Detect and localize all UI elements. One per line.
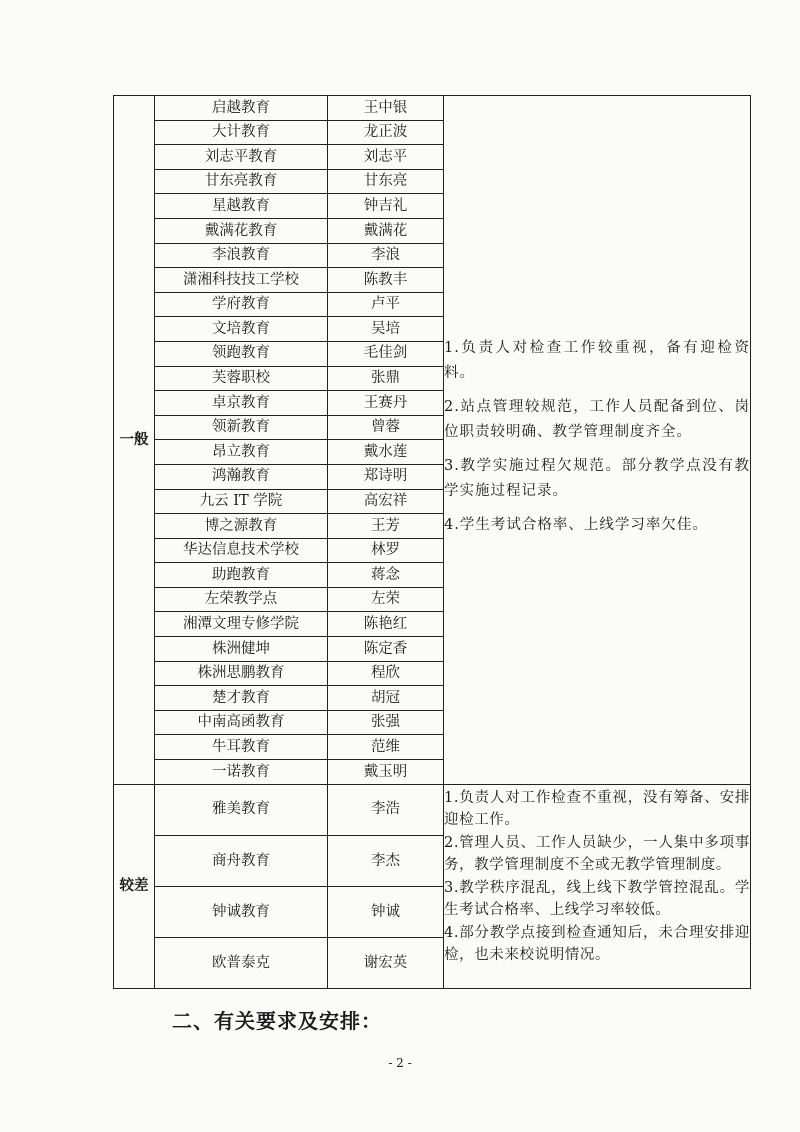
org-name-cell: 卓京教育	[155, 391, 328, 416]
org-name-cell: 商舟教育	[155, 835, 328, 886]
person-cell: 陈教丰	[328, 268, 444, 293]
table-row	[114, 96, 751, 121]
org-name-cell: 戴满花教育	[155, 218, 328, 243]
person-cell: 戴满花	[328, 218, 444, 243]
person-cell: 甘东亮	[328, 169, 444, 194]
org-name-cell: 启越教育	[155, 96, 328, 121]
org-name-cell: 星越教育	[155, 194, 328, 219]
org-name-cell: 欧普泰克	[155, 938, 328, 989]
note-item: 1.负责人对工作检查不重视，没有筹备、安排迎检工作。	[444, 789, 750, 829]
org-name-cell: 学府教育	[155, 292, 328, 317]
person-cell: 郑诗明	[328, 464, 444, 489]
org-name-cell: 湘潭文理专修学院	[155, 612, 328, 637]
notes-poor	[444, 784, 751, 989]
person-cell: 程欣	[328, 661, 444, 686]
org-name-cell: 牛耳教育	[155, 735, 328, 760]
note-item: 3.教学秩序混乱，线上线下教学管控混乱。学生考试合格率、上线学习率较低。	[444, 879, 750, 919]
org-name-cell: 昂立教育	[155, 440, 328, 465]
org-name-cell: 潇湘科技技工学校	[155, 268, 328, 293]
note-item: 4.学生考试合格率、上线学习率欠佳。	[444, 517, 708, 533]
org-name-cell: 一诺教育	[155, 760, 328, 785]
person-cell: 王赛丹	[328, 391, 444, 416]
person-cell: 李浪	[328, 243, 444, 268]
org-name-cell: 鸿瀚教育	[155, 464, 328, 489]
person-cell: 钟诚	[328, 887, 444, 938]
person-cell: 张鼎	[328, 366, 444, 391]
org-name-cell: 刘志平教育	[155, 145, 328, 170]
notes-general	[444, 96, 751, 785]
person-cell: 王芳	[328, 514, 444, 539]
org-name-cell: 李浪教育	[155, 243, 328, 268]
org-name-cell: 助跑教育	[155, 563, 328, 588]
person-cell: 林罗	[328, 538, 444, 563]
person-cell: 高宏祥	[328, 489, 444, 514]
org-name-cell: 华达信息技术学校	[155, 538, 328, 563]
person-cell: 戴水莲	[328, 440, 444, 465]
org-name-cell: 九云 IT 学院	[155, 489, 328, 514]
person-cell: 曾蓉	[328, 415, 444, 440]
org-name-cell: 文培教育	[155, 317, 328, 342]
note-item: 2.管理人员、工作人员缺少，一人集中多项事务，教学管理制度不全或无教学管理制度。	[444, 834, 750, 874]
org-name-cell: 钟诚教育	[155, 887, 328, 938]
org-name-cell: 左荣教学点	[155, 587, 328, 612]
person-cell: 李浩	[328, 784, 444, 835]
person-cell: 陈艳红	[328, 612, 444, 637]
evaluation-table	[113, 95, 751, 989]
person-cell: 刘志平	[328, 145, 444, 170]
note-item: 2.站点管理较规范，工作人员配备到位、岗位职责较明确、教学管理制度齐全。	[444, 399, 750, 440]
person-cell: 王中银	[328, 96, 444, 121]
note-item: 1.负责人对检查工作较重视，备有迎检资料。	[444, 340, 750, 381]
person-cell: 胡冠	[328, 686, 444, 711]
note-item: 4.部分教学点接到检查通知后，未合理安排迎检，也未来校说明情况。	[444, 924, 750, 964]
person-cell: 李杰	[328, 835, 444, 886]
person-cell: 龙正波	[328, 120, 444, 145]
person-cell: 吴培	[328, 317, 444, 342]
person-cell: 卢平	[328, 292, 444, 317]
person-cell: 左荣	[328, 587, 444, 612]
page-number: - 2 -	[388, 1056, 412, 1070]
person-cell: 钟吉礼	[328, 194, 444, 219]
grade-poor: 较差	[114, 784, 155, 989]
person-cell: 张强	[328, 710, 444, 735]
person-cell: 戴玉明	[328, 760, 444, 785]
section-heading: 二、有关要求及安排：	[172, 1009, 382, 1033]
org-name-cell: 芙蓉职校	[155, 366, 328, 391]
org-name-cell: 株洲思鹏教育	[155, 661, 328, 686]
org-name-cell: 领新教育	[155, 415, 328, 440]
org-name-cell: 雅美教育	[155, 784, 328, 835]
org-name-cell: 博之源教育	[155, 514, 328, 539]
person-cell: 陈定香	[328, 637, 444, 662]
table-row	[114, 784, 751, 835]
org-name-cell: 大计教育	[155, 120, 328, 145]
org-name-cell: 领跑教育	[155, 341, 328, 366]
org-name-cell: 中南高函教育	[155, 710, 328, 735]
org-name-cell: 楚才教育	[155, 686, 328, 711]
person-cell: 毛佳剑	[328, 341, 444, 366]
note-item: 3.教学实施过程欠规范。部分教学点没有教学实施过程记录。	[444, 458, 750, 499]
org-name-cell: 甘东亮教育	[155, 169, 328, 194]
person-cell: 蒋念	[328, 563, 444, 588]
person-cell: 范维	[328, 735, 444, 760]
org-name-cell: 株洲健坤	[155, 637, 328, 662]
person-cell: 谢宏英	[328, 938, 444, 989]
grade-general: 一般	[114, 96, 155, 785]
